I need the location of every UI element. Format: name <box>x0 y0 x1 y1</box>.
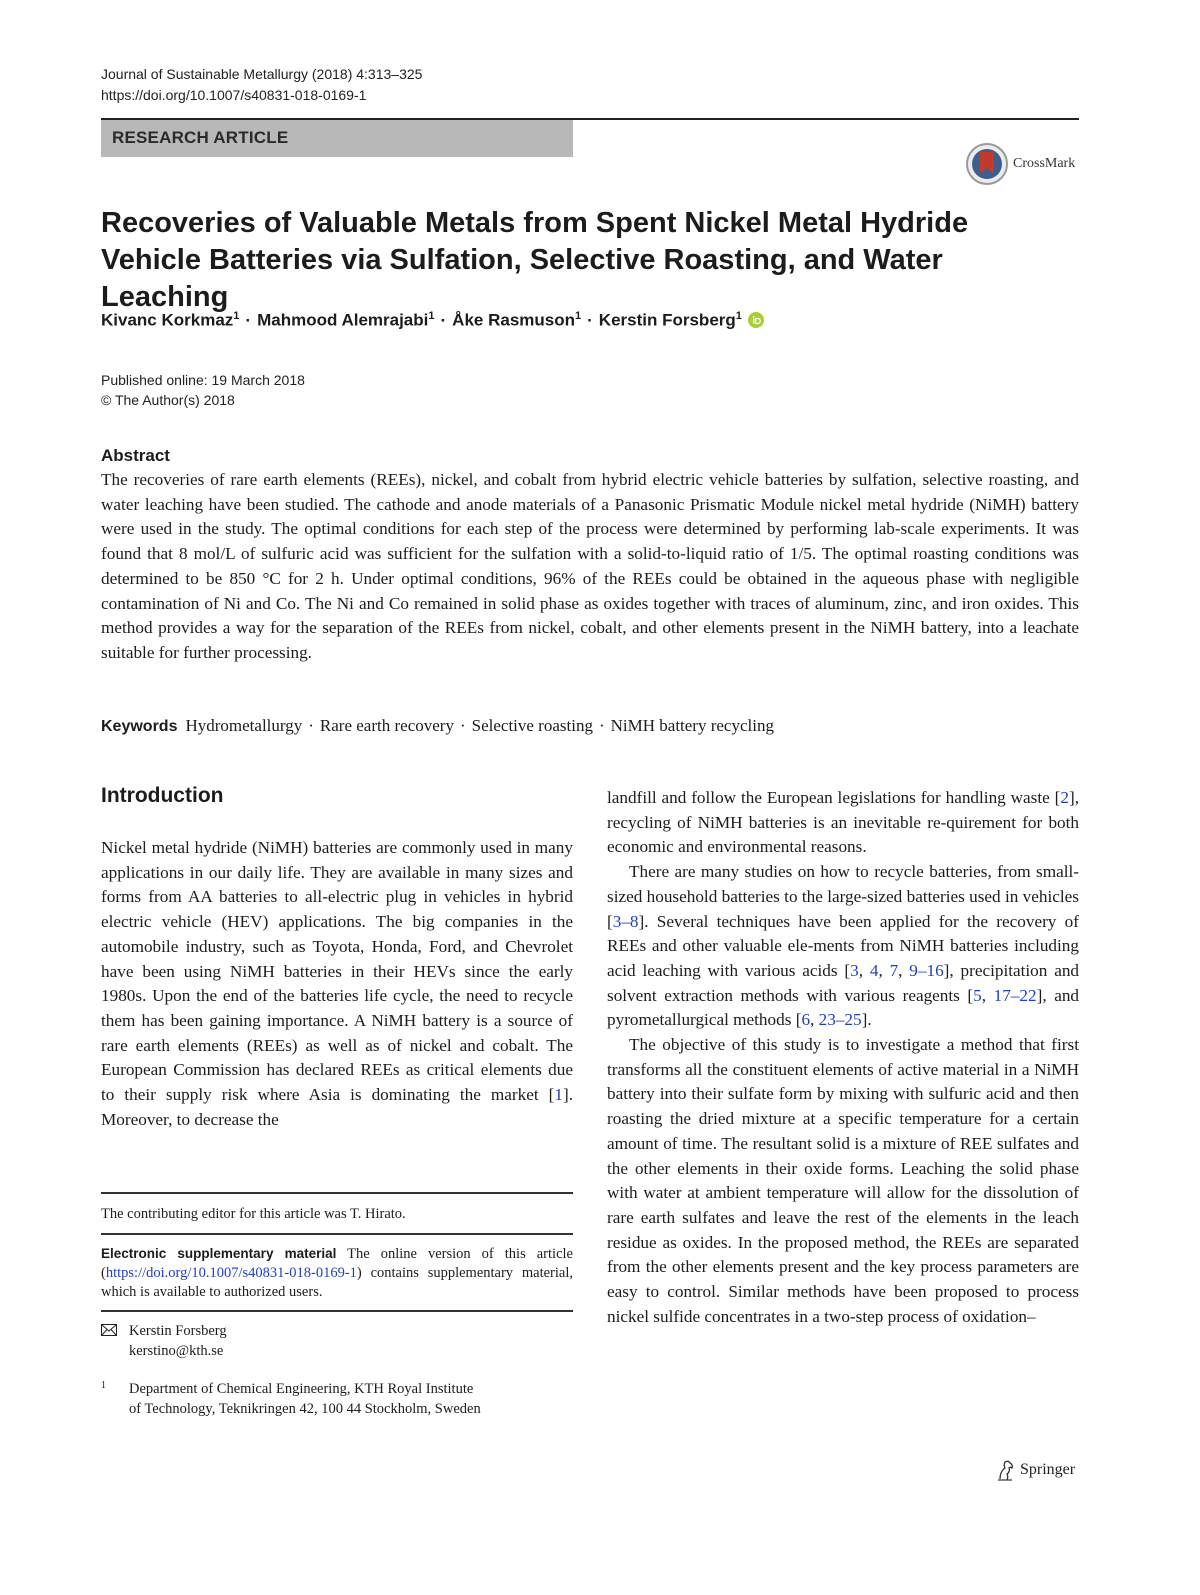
author-name[interactable]: Åke Rasmuson <box>452 310 575 330</box>
doi-link[interactable]: https://doi.org/10.1007/s40831-018-0169-1 <box>101 87 367 103</box>
orcid-icon[interactable] <box>748 312 764 333</box>
footnote-rule <box>101 1233 573 1235</box>
keywords-label: Keywords <box>101 718 178 735</box>
author-name[interactable]: Mahmood Alemrajabi <box>257 310 429 330</box>
crossmark-icon <box>965 142 1009 186</box>
keyword-separator: · <box>308 716 314 735</box>
supplementary-note: Electronic supplementary material The online version of this article (https://doi.org/10.1007/s40831-018-0169-1) contains supplementary material, which is available to authorized users. <box>101 1246 573 1300</box>
author-list <box>101 310 764 333</box>
keyword: NiMH battery recycling <box>610 716 774 735</box>
crossmark-badge[interactable] <box>965 142 1075 186</box>
publisher-name: Springer <box>1020 1461 1076 1478</box>
author-separator: · <box>587 310 593 330</box>
article-title: Recoveries of Valuable Metals from Spent Nickel Metal Hydride Vehicle Batteries via Sulfation, Selective Roasting, and Water Leaching <box>101 207 969 313</box>
citation-link[interactable]: 3–8 <box>612 911 639 931</box>
article-type-label: RESEARCH ARTICLE <box>112 128 289 147</box>
author-separator: · <box>440 310 447 330</box>
abstract-heading: Abstract <box>101 446 170 465</box>
copyright-notice: © The Author(s) 2018 <box>101 392 235 408</box>
introduction-heading: Introduction <box>101 784 224 807</box>
intro-paragraph: The objective of this study is to investigate a method that first transforms all the constituent elements of active material in a NiMH battery into their sulfate form by mixing with sulfuric acid and then roasting the dried mixture at a specific temperature for a certain amount of time. The resultant solid is a mixture of REE sulfates and the other elements in their oxide forms. Leaching the solid phase with water at ambient temperature will allow for the dissolution of rare earth sulfates and leave the rest of the elements in the leach residue as oxides. In the proposed method, the REEs are separated from the other elements present and the key process parameters are easy to control. Similar methods have been proposed to process nickel sulfide concentrates in a two-step process of oxidation– <box>607 1035 1079 1326</box>
citation-link[interactable]: 5 <box>973 985 982 1005</box>
affiliation-marker: 1 <box>735 310 742 322</box>
corresponding-email[interactable]: kerstino@kth.se <box>129 1343 224 1359</box>
esm-label: Electronic supplementary material <box>101 1246 337 1261</box>
corresponding-author <box>101 1321 227 1361</box>
footnote-rule <box>101 1310 573 1312</box>
published-date: Published online: 19 March 2018 <box>101 372 305 388</box>
left-column-body <box>101 836 573 1132</box>
keyword-separator: · <box>598 716 605 735</box>
supplementary-link[interactable]: https://doi.org/10.1007/s40831-018-0169-1 <box>105 1265 357 1281</box>
affiliation-marker: 1 <box>575 310 582 322</box>
abstract-text: The recoveries of rare earth elements (REEs), nickel, and cobalt from hybrid electric vehicle batteries by sulfation, selective roasting, and water leaching have been studied. The cathode and anode materials of a Panasonic Prismatic Module nickel metal hydride (NiMH) battery were used in the study. The optimal conditions for each step of the process were determined by performing lab-scale experiments. It was found that 8 mol/L of sulfuric acid was sufficient for the sulfation with a solid-to-liquid ratio of 1/5. The optimal roasting conditions was determined to be 850 °C for 2 h. Under optimal conditions, 96% of the REEs could be obtained in the aqueous phase with negligible contamination of Ni and Co. The Ni and Co remained in solid phase as oxides together with traces of aluminum, zinc, and iron oxides. This method provides a way for the separation of the REEs from nickel, cobalt, and other elements present in the NiMH battery, into a leachate suitable for further processing. <box>101 470 1079 662</box>
citation-link[interactable]: 3 <box>850 960 859 980</box>
intro-paragraph: There are many studies on how to recycle batteries, from small-sized household batteries to the large-sized batteries used in vehicles [3–8]. Several techniques have been applied for the recovery of REEs and other valuable ele-ments from NiMH batteries including acid leaching with various acids [3, 4, 7, 9–16], precipitation and solvent extraction methods with various reagents [5, 17–22], and pyrometallurgical methods [6, 23–25]. <box>607 862 1080 1030</box>
author-name[interactable]: Kerstin Forsberg <box>598 310 736 330</box>
corresponding-name: Kerstin Forsberg <box>129 1323 227 1339</box>
springer-horse-icon <box>996 1459 1016 1481</box>
author-separator: · <box>245 310 252 330</box>
journal-header <box>101 64 422 106</box>
journal-citation: Journal of Sustainable Metallurgy (2018) 4:313–325 <box>101 66 423 82</box>
intro-paragraph: Nickel metal hydride (NiMH) batteries are commonly used in many applications in our daily life. They are available in many sizes and forms from AA batteries to all-electric plug in vehicles in hybrid electric vehicle (HEV) applications. The big companies in the automobile industry, such as Toyota, Honda, Ford, and Chevrolet have been using NiMH batteries in their HEVs since the early 1980s. Upon the end of the batteries life cycle, the need to recycle them has been gaining importance. A NiMH battery is a source of rare earth elements (REEs) as well as of nickel and cobalt. The European Commission has declared REEs as critical elements due to their supply risk where Asia is dominating the market [1]. Moreover, to decrease the <box>101 838 573 1129</box>
affiliation-line: Department of Chemical Engineering, KTH Royal Institute <box>129 1381 474 1397</box>
citation-link[interactable]: 4 <box>869 960 879 980</box>
keyword: Selective roasting <box>471 716 593 735</box>
affiliation <box>101 1379 481 1419</box>
envelope-icon <box>101 1324 117 1336</box>
affiliation-marker: 1 <box>428 310 435 322</box>
publication-info <box>101 370 305 410</box>
citation-link[interactable]: 6 <box>801 1010 811 1030</box>
editor-note: The contributing editor for this article was T. Hirato. <box>101 1206 406 1222</box>
publisher-logo <box>996 1459 1075 1481</box>
right-column-body <box>607 786 1079 1329</box>
author-name[interactable]: Kivanc Korkmaz <box>101 310 234 330</box>
citation-link[interactable]: 1 <box>554 1085 563 1105</box>
keyword: Rare earth recovery <box>319 716 454 735</box>
keyword-separator: · <box>459 716 466 735</box>
affiliation-marker: 1 <box>233 310 240 322</box>
crossmark-label: CrossMark <box>1013 156 1076 171</box>
affiliation-number: 1 <box>101 1380 106 1391</box>
article-type-banner <box>101 120 573 157</box>
citation-link[interactable]: 2 <box>1060 788 1069 807</box>
keyword: Hydrometallurgy <box>185 716 303 735</box>
intro-paragraph: landfill and follow the European legislations for handling waste [2], recycling of NiMH batteries is an inevitable re-quirement for both economic and environmental reasons. <box>607 788 1079 857</box>
footnote-rule <box>101 1192 573 1194</box>
citation-link[interactable]: 17–22 <box>993 985 1037 1005</box>
keywords <box>101 716 774 736</box>
citation-link[interactable]: 7 <box>889 960 899 980</box>
citation-link[interactable]: 9–16 <box>909 960 944 980</box>
affiliation-line: of Technology, Teknikringen 42, 100 44 Stockholm, Sweden <box>129 1401 481 1417</box>
citation-link[interactable]: 23–25 <box>818 1010 862 1030</box>
